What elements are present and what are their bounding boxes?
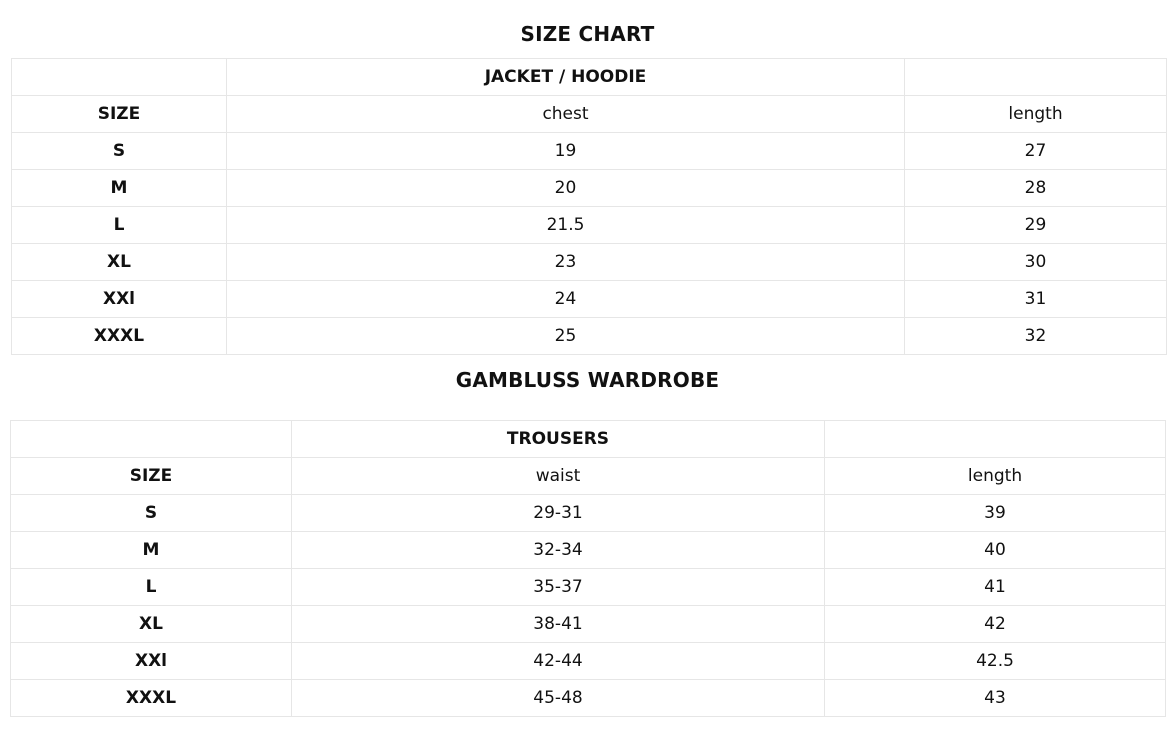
- table-row: [12, 207, 1167, 244]
- waist-cell: 35-37: [292, 569, 825, 606]
- length-cell: 41: [825, 569, 1166, 606]
- empty-header-cell: [905, 59, 1167, 96]
- waist-cell: 29-31: [292, 495, 825, 532]
- waist-cell: 45-48: [292, 680, 825, 717]
- wardrobe-title: GAMBLUSS WARDROBE: [455, 368, 720, 392]
- jacket-hoodie-size-table: [11, 58, 1167, 355]
- length-cell: 43: [825, 680, 1166, 717]
- length-cell: 30: [905, 244, 1167, 281]
- empty-header-cell: [825, 421, 1166, 458]
- column-header-length: length: [905, 96, 1167, 133]
- size-cell: S: [12, 133, 227, 170]
- table-row: [12, 133, 1167, 170]
- size-cell: XXXL: [11, 680, 292, 717]
- table-row: [12, 281, 1167, 318]
- empty-header-cell: [11, 421, 292, 458]
- length-cell: 40: [825, 532, 1166, 569]
- chest-cell: 21.5: [227, 207, 905, 244]
- table-row: [11, 532, 1166, 569]
- chest-cell: 25: [227, 318, 905, 355]
- length-cell: 39: [825, 495, 1166, 532]
- length-cell: 42: [825, 606, 1166, 643]
- table-group-header-row: [12, 59, 1167, 96]
- size-cell: M: [12, 170, 227, 207]
- column-header-waist: waist: [292, 458, 825, 495]
- group-header: TROUSERS: [292, 421, 825, 458]
- length-cell: 32: [905, 318, 1167, 355]
- size-cell: XXl: [11, 643, 292, 680]
- table-row: [12, 170, 1167, 207]
- length-cell: 27: [905, 133, 1167, 170]
- size-cell: XXl: [12, 281, 227, 318]
- table-row: [11, 569, 1166, 606]
- table-row: [11, 643, 1166, 680]
- table-row: [11, 680, 1166, 717]
- size-cell: XL: [12, 244, 227, 281]
- chest-cell: 19: [227, 133, 905, 170]
- chest-cell: 20: [227, 170, 905, 207]
- length-cell: 31: [905, 281, 1167, 318]
- column-header-chest: chest: [227, 96, 905, 133]
- table-row: [12, 244, 1167, 281]
- column-header-length: length: [825, 458, 1166, 495]
- size-chart-title: SIZE CHART: [520, 22, 655, 46]
- column-header-size: SIZE: [12, 96, 227, 133]
- group-header: JACKET / HOODIE: [227, 59, 905, 96]
- length-cell: 28: [905, 170, 1167, 207]
- waist-cell: 32-34: [292, 532, 825, 569]
- trousers-size-table: [10, 420, 1166, 717]
- empty-header-cell: [12, 59, 227, 96]
- length-cell: 42.5: [825, 643, 1166, 680]
- size-cell: S: [11, 495, 292, 532]
- size-cell: L: [11, 569, 292, 606]
- chest-cell: 23: [227, 244, 905, 281]
- table-row: [11, 606, 1166, 643]
- chest-cell: 24: [227, 281, 905, 318]
- table-group-header-row: [11, 421, 1166, 458]
- table-column-header-row: [12, 96, 1167, 133]
- waist-cell: 38-41: [292, 606, 825, 643]
- table-column-header-row: [11, 458, 1166, 495]
- table-row: [11, 495, 1166, 532]
- waist-cell: 42-44: [292, 643, 825, 680]
- size-cell: M: [11, 532, 292, 569]
- column-header-size: SIZE: [11, 458, 292, 495]
- size-cell: XL: [11, 606, 292, 643]
- length-cell: 29: [905, 207, 1167, 244]
- size-cell: XXXL: [12, 318, 227, 355]
- table-row: [12, 318, 1167, 355]
- size-cell: L: [12, 207, 227, 244]
